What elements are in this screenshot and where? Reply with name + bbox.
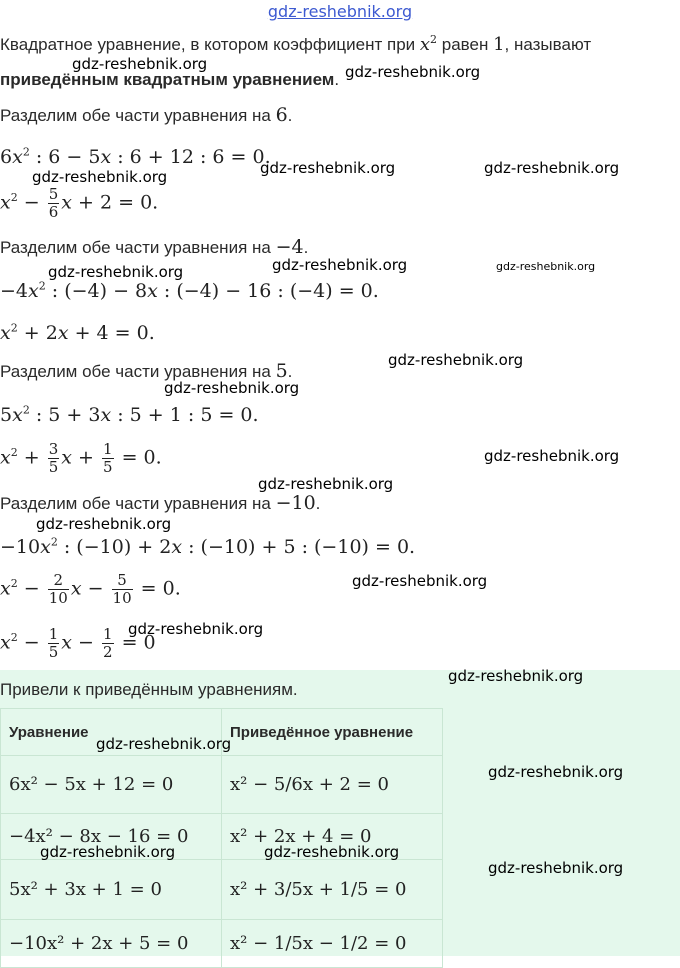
step-4-text xyxy=(0,492,320,514)
eq-part: : 5 + 1 : 5 = 0. xyxy=(111,404,259,426)
watermark: gdz-reshebnik.org xyxy=(264,843,400,861)
step-number: −10 xyxy=(275,492,316,514)
watermark: gdz-reshebnik.org xyxy=(272,256,408,274)
watermark: gdz-reshebnik.org xyxy=(448,667,584,685)
watermark: gdz-reshebnik.org xyxy=(32,168,168,186)
step-end: . xyxy=(287,362,293,381)
watermark: gdz-reshebnik.org xyxy=(260,159,396,177)
table-cell-equation: 5x² + 3x + 1 = 0 xyxy=(1,860,222,920)
equation-3b: $x^2$ + $\frac{3}{5}$ x + $\frac{1}{5}$ = 0. xyxy=(0,440,162,476)
step-end: . xyxy=(287,106,293,125)
numerator: 1 xyxy=(102,625,113,643)
intro-one: 1 xyxy=(493,34,505,55)
fraction xyxy=(48,572,69,607)
numerator: 2 xyxy=(53,571,64,589)
denominator: 10 xyxy=(112,589,132,607)
eq-part: = 0 xyxy=(115,631,156,654)
watermark: gdz-reshebnik.org xyxy=(36,515,172,533)
coef: 6 xyxy=(0,146,13,168)
eq-part: : (−4) − 8 xyxy=(45,280,148,302)
fraction xyxy=(48,441,60,476)
watermark: gdz-reshebnik.org xyxy=(352,572,488,590)
eq-part: : (−10) + 2 xyxy=(57,536,172,558)
table-row xyxy=(1,860,443,920)
watermark: gdz-reshebnik.org xyxy=(48,263,184,281)
table-cell-reduced: x² − 1/5x − 1/2 = 0 xyxy=(222,920,443,968)
table-cell-reduced: x² − 5/6x + 2 = 0 xyxy=(222,756,443,814)
step-text: Разделим обе части уравнения на xyxy=(0,494,276,513)
eq-part: = 0. xyxy=(115,446,162,469)
step-1-text xyxy=(0,104,292,126)
eq-part: : 5 + 3 xyxy=(29,404,101,426)
equation-1a: $6x^2$ : 6 − 5x : 6 + 12 : 6 = 0. xyxy=(0,145,271,168)
fraction xyxy=(112,572,133,607)
intro-mid: равен xyxy=(437,35,494,54)
coef: −10 xyxy=(0,536,41,558)
table-header-reduced: Приведённое уравнение xyxy=(222,709,443,756)
denominator: 5 xyxy=(48,458,59,476)
fraction xyxy=(102,441,114,476)
eq-part: + 2 xyxy=(17,322,58,344)
step-number: 6 xyxy=(275,104,288,126)
step-number: −4 xyxy=(275,236,304,258)
equation-2b: $x^2 + 2x + 4 = 0$. xyxy=(0,321,155,344)
eq-part: = 0. xyxy=(134,577,181,600)
step-end: . xyxy=(303,238,309,257)
table-cell-reduced: x² + 3/5x + 1/5 = 0 xyxy=(222,860,443,920)
equation-3a: $5x^2$ : 5 + 3x : 5 + 1 : 5 = 0. xyxy=(0,403,259,426)
watermark: gdz-reshebnik.org xyxy=(488,763,624,781)
equation-4a: $-10x^2$ : (−10) + 2x : (−10) + 5 : (−10) = 0. xyxy=(0,535,416,558)
coef: −4 xyxy=(0,280,29,302)
watermark: gdz-reshebnik.org xyxy=(388,351,524,369)
watermark: gdz-reshebnik.org xyxy=(484,159,620,177)
eq-part: + 4 = 0. xyxy=(68,322,155,344)
watermark: gdz-reshebnik.org xyxy=(96,735,232,753)
table-row xyxy=(1,756,443,814)
denominator: 5 xyxy=(48,643,59,661)
watermark: gdz-reshebnik.org xyxy=(40,843,176,861)
intro-var: x xyxy=(419,34,431,55)
summary-text: Привели к приведённым уравнениям. xyxy=(0,680,298,699)
eq-part: + 2 = 0. xyxy=(71,191,159,214)
watermark: gdz-reshebnik.org xyxy=(72,55,208,73)
table-row xyxy=(1,920,443,968)
eq-part: : 6 − 5 xyxy=(29,146,101,168)
step-2-text xyxy=(0,236,308,258)
step-text: Разделим обе части уравнения на xyxy=(0,106,276,125)
fraction xyxy=(102,626,114,661)
table-header-equation: Уравнение xyxy=(1,709,222,756)
step-end: . xyxy=(315,494,321,513)
denominator: 10 xyxy=(48,589,68,607)
table-cell-equation: −10x² + 2x + 5 = 0 xyxy=(1,920,222,968)
term-bold: приведённым квадратным уравнением xyxy=(0,70,335,89)
watermark: gdz-reshebnik.org xyxy=(164,379,300,397)
intro-end: , называют xyxy=(504,35,592,54)
table-cell-reduced: x² + 2x + 4 = 0 xyxy=(222,814,443,860)
numerator: 1 xyxy=(102,440,113,458)
denominator: 2 xyxy=(102,643,113,661)
step-text: Разделим обе части уравнения на xyxy=(0,362,276,381)
watermark: gdz-reshebnik.org xyxy=(128,620,264,638)
site-header-link[interactable]: gdz-reshebnik.org xyxy=(267,2,413,21)
watermark: gdz-reshebnik.org xyxy=(488,859,624,877)
step-text: Разделим обе части уравнения на xyxy=(0,238,276,257)
denominator: 5 xyxy=(102,458,113,476)
equation-4b: $x^2$ − $\frac{2}{10}$ x − $\frac{5}{10}$ = 0. xyxy=(0,571,181,607)
denominator: 6 xyxy=(48,203,59,221)
table-cell-equation: −4x² − 8x − 16 = 0 xyxy=(1,814,222,860)
intro-line-1 xyxy=(0,34,591,55)
fraction xyxy=(48,186,60,221)
watermark: gdz-reshebnik.org xyxy=(496,260,596,273)
step-number: 5 xyxy=(275,360,288,382)
numerator: 1 xyxy=(48,625,59,643)
numerator: 3 xyxy=(48,440,59,458)
watermark: gdz-reshebnik.org xyxy=(258,475,394,493)
equation-4c: $x^2$ − $\frac{1}{5}$ x − $\frac{1}{2}$ = 0 xyxy=(0,625,156,661)
intro-period: . xyxy=(334,70,340,89)
numerator: 5 xyxy=(48,185,59,203)
watermark: gdz-reshebnik.org xyxy=(484,447,620,465)
intro-power: 2 xyxy=(430,33,438,46)
numerator: 5 xyxy=(117,571,127,589)
equation-1b: $x^2$ − $\frac{5}{6}$ x + 2 = 0. xyxy=(0,185,159,221)
watermark: gdz-reshebnik.org xyxy=(345,63,481,81)
fraction xyxy=(48,626,60,661)
intro-line-2 xyxy=(0,70,339,90)
eq-part: : (−10) + 5 : (−10) = 0. xyxy=(182,536,416,558)
equation-2a: $-4x^2$ : (−4) − 8x : (−4) − 16 : (−4) = 0. xyxy=(0,279,379,302)
intro-text: Квадратное уравнение, в котором коэффициент при xyxy=(0,35,416,54)
eq-part: : (−4) − 16 : (−4) = 0. xyxy=(157,280,379,302)
eq-part: : 6 + 12 : 6 = 0. xyxy=(111,146,271,168)
table-cell-equation: 6x² − 5x + 12 = 0 xyxy=(1,756,222,814)
coef: 5 xyxy=(0,404,13,426)
